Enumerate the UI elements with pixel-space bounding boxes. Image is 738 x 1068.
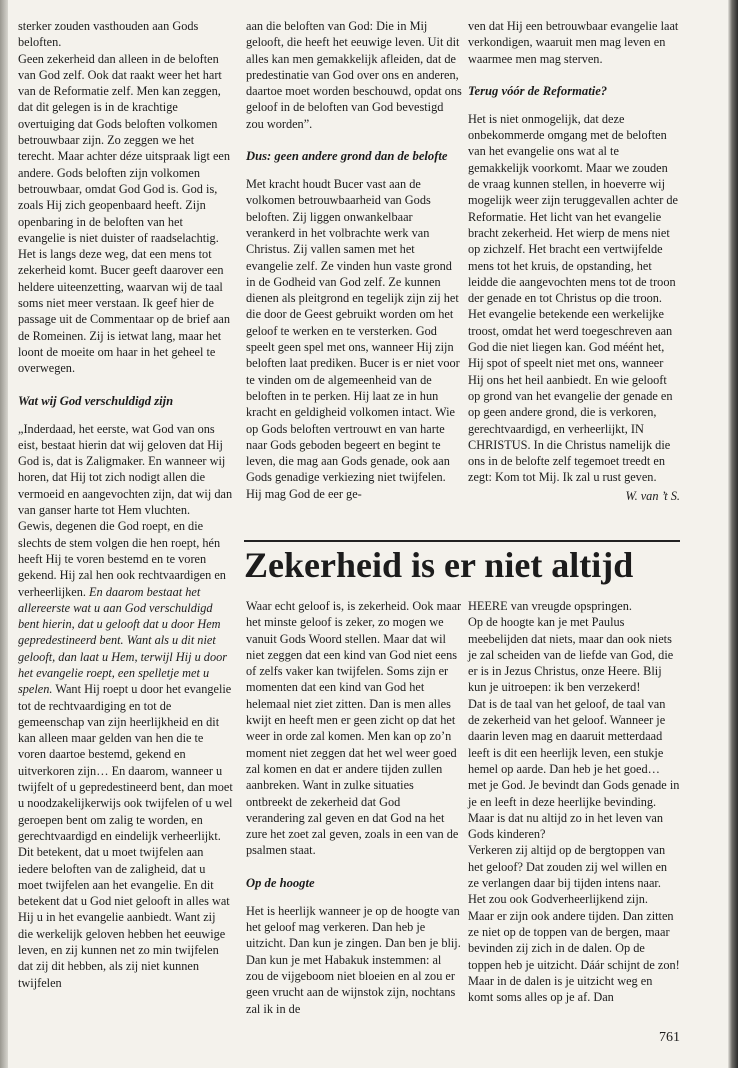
section-heading: Op de hoogte	[246, 875, 315, 890]
paragraph: Met kracht houdt Bucer vast aan de volkomen betrouwbaarheid van Gods beloften. Zij liggen onwankelbaar verankerd in het volbrachte werk van Christus. Zij vallen samen met het evangelie zelf. Ze vinden hun vaste grond in de Godheid van God zelf. Ze kunnen dienen als pleitgrond en tegelijk zijn zij het die door de Geest gebruikt worden om het geloof te werken en te versterken. God speelt geen spel met ons, wanneer Hij zijn beloften laat prediken. Bucer is er niet voor te vinden om de algemeenheid van de beloften in te perken. Hij laat ze in hun kracht en geldigheid volkomen intact. Wie op Gods beloften vertrouwt en van harte naar Gods geboden begeert en begint te leven, die mag aan Gods genade, ook aan Gods genadige verkiezing niet twijfelen. Hij mag God de eer ge-	[246, 177, 460, 501]
page-edge-left	[0, 0, 8, 1068]
paragraph: Het is langs deze weg, dat een mens tot zekerheid komt. Bucer geeft daarover een heldere uiteenzetting, waarvan wij de taal soms niet meer verstaan. Ik geef hier de passage uit de Commentaar op de brief aan de Romeinen. Zij is ietwat lang, maar het loont de moeite om haar in het geheel te overwegen.	[18, 247, 231, 376]
paragraph: Het is niet onmogelijk, dat deze onbekommerde omgang met de beloften van het evangelie ons wat al te gemakkelijk voorkomt. Maar we zouden de vraag kunnen stellen, in hoeverre wij mogelijk weer zijn teruggevallen achter de Reformatie. Het licht van het evangelie bracht zekerheid. Het wierp de mens niet op zichzelf. Het bracht een vertwijfelde mens tot het kruis, de opstanding, het leidde die aangevochten mens tot de troon der genade en tot Christus op die troon. Het evangelie betekende een werkelijke troost, omdat het werd toegeschreven aan God die niet liegen kan. God méént het, Hij spot of speelt niet met ons, wanneer Hij ons het heil aanbiedt. En wie gelooft op grond van het evangelie der genade en op geen andere grond, die is verkoren, gerechtvaardigd, en verheerlijkt, IN CHRISTUS. In die Christus namelijk die ons in de belofte zelf tegemoet treedt en zegt: Kom tot Mij. Ik zal u rust geven.	[468, 111, 678, 485]
paragraph: Geen zekerheid dan alleen in de beloften van God zelf. Ook dat raakt weer het hart van de Reformatie zelf. Men kan zeggen, dat dit gelegen is in de krachtige overtuiging dat Gods beloften volkomen betrouwbaar zijn. Zo zeggen we het terecht. Maar achter déze uitspraak ligt een andere. Gods beloften zijn volkomen betrouwbaar, omdat God God is. God is, zoals Hij zich geopenbaard heeft. Zijn openbaring in de beloften van het evangelie is niet duister of raadselachtig.	[18, 51, 231, 245]
quote-text: Gewis, degenen die God roept, en die slechts de stem volgen die hen roept, hén heeft Hij te voren bestemd en te voren gekend. Hij zal hen ook rechtvaardigen en verheerlijken.	[18, 519, 226, 599]
paragraph: Het is heerlijk wanneer je op de hoogte van het geloof mag verkeren. Dan heb je uitzicht. Dan kun je zingen. Dan ben je blij. Dan kun je met Habakuk instemmen: al zou de vijgeboom niet bloeien en al zou er geen vrucht aan de wijnstok zijn, nochtans zal ik in de	[246, 903, 461, 1016]
paragraph: Maar is dat nu altijd zo in het leven van Gods kinderen?	[468, 810, 663, 842]
paragraph: sterker zouden vasthouden aan Gods beloften.	[18, 19, 199, 50]
paragraph	[18, 518, 233, 991]
paragraph: Op de hoogte kan je met Paulus meebelijden dat niets, maar dan ook niets je zal scheiden van de liefde van God, die er is in Jezus Christus, onze Heere. Blij kun je uitroepen: ik ben verzekerd!	[468, 615, 674, 695]
paragraph: HEERE van vreugde opspringen.	[468, 599, 632, 613]
section-heading: Dus: geen andere grond dan de belofte	[246, 149, 448, 164]
paragraph: aan die beloften van God: Die in Mij gelooft, die heeft het eeuwige leven. Uit dit alles kan men gemakkelijk afleiden, dat de predestinatie van God over ons en anderen, daartoe moet worden beschouwd, opdat ons geloof in de beloften van God bevestigd zou worden”.	[246, 19, 462, 131]
author-signature: W. van ’t S.	[625, 488, 680, 503]
article-title: Zekerheid is er niet altijd	[244, 545, 634, 585]
article2-column-1	[246, 598, 462, 1017]
paragraph: ven dat Hij een betrouwbaar evangelie laat verkondigen, waaruit men mag leven en waarmee men mag sterven.	[468, 19, 679, 66]
article2-column-2	[468, 598, 680, 1005]
column-3	[468, 18, 680, 504]
page-number: 761	[659, 1030, 680, 1045]
section-heading: Terug vóór de Reformatie?	[468, 83, 608, 98]
column-2	[246, 18, 462, 502]
quote-italic: En daarom bestaat het allereerste wat u aan God verschuldigd bent hierin, dat u gelooft dat u door Hem gepredestineerd bent. Want als u dit niet gelooft, dan laat u Hem, terwijl Hij u door het evangelie roept, een spelletje met u spelen.	[18, 584, 228, 697]
paragraph: Maar er zijn ook andere tijden. Dan zitten ze niet op de toppen van de bergen, maar bevinden zij zich in de dalen. Op de toppen heb je uitzicht. Dáár schijnt de zon! Maar in de dalen is je uitzicht weg en komt soms alles op je af. Dan	[468, 908, 680, 1005]
article-divider	[244, 540, 680, 542]
paragraph: „Inderdaad, het eerste, wat God van ons eist, bestaat hierin dat wij geloven dat Hij God is, dat is Zaligmaker. En wanneer wij horen, dat Hij tot zich nodigt allen die vermoeid en aangevochten zijn, dat wij dan van ganser harte tot Hem vluchten.	[18, 421, 233, 518]
paragraph: Dat is de taal van het geloof, de taal van de zekerheid van het geloof. Wanneer je daarin leven mag en daaruit metterdaad leeft is dit een heerlijk leven, een stukje hemel op aarde. Dan heb je het goed… met je God. Je bevindt dan Gods genade in je en leeft in deze heerlijke bevinding.	[468, 696, 680, 809]
section-heading: Wat wij God verschuldigd zijn	[18, 393, 174, 408]
column-1	[18, 18, 233, 991]
quote-text: Want Hij roept u door het evangelie tot de rechtvaardiging en tot de gemeenschap van zijn heerlijkheid en dit kan alleen maar gelden van hen die te voren daartoe bestemd, gekend en uitverkoren zijn… En daarom, wanneer u twijfelt of u gepredestineerd bent, dan moet u noodzakelijkerwijs ook twijfelen of u wel geroepen bent om zalig te worden, en gerechtvaardigd en eindelijk verheerlijkt. Dit betekent, dat u moet twijfelen aan iedere beloften van de zaligheid, dat u moet twijfelen aan het evangelie. En dit betekent dat u God niet gelooft in alles wat Hij u in het evangelie aanbiedt. Want zij die werkelijk geloven hebben het eeuwige leven, en zij kunnen net zo min twijfelen dat zij dit hebben, als zij niet kunnen twijfelen	[18, 682, 233, 990]
page-edge-right	[728, 0, 738, 1068]
paragraph: Verkeren zij altijd op de bergtoppen van het geloof? Dat zouden zij wel willen en ze verlangen daar bij tijden intens naar. Het zou ook Godverheerlijkend zijn.	[468, 843, 668, 907]
paragraph: Waar echt geloof is, is zekerheid. Ook maar het minste geloof is zeker, zo mogen we vanuit Gods Woord stellen. Maar dat wil niet zeggen dat een kind van God niet eens of zelfs vaker kan twijfelen. Soms zijn er momenten dat een kind van God het helemaal niet ziet zitten. Dan is men alles kwijt en heeft men er geen zicht op dat het weer in orde zal komen. Men kan op zo’n moment niet zeggen dat het wel weer goed zal komen en dat er andere tijden zullen aanbreken. Want in zulke situaties ontbreekt de zekerheid dat God verandering zal geven en dat God na het zure het zoet zal geven, zoals in een van de psalmen staat.	[246, 599, 462, 858]
